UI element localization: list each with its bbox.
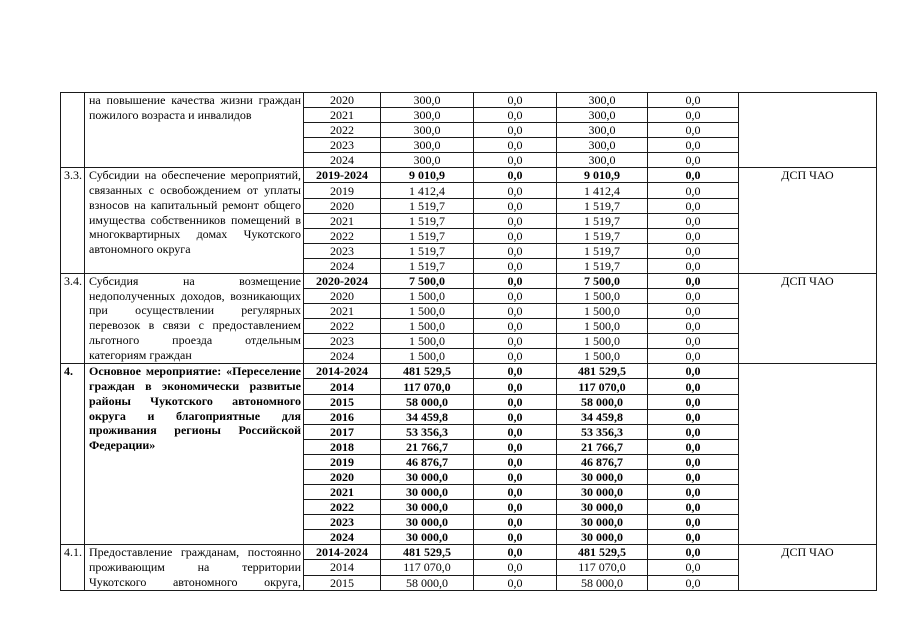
amount-cell-2: 0,0 bbox=[474, 530, 557, 545]
amount-cell-4: 0,0 bbox=[648, 560, 739, 575]
amount-cell-2: 0,0 bbox=[474, 334, 557, 349]
amount-cell-1: 53 356,3 bbox=[381, 424, 474, 439]
amount-cell-1: 30 000,0 bbox=[381, 515, 474, 530]
period-cell: 2024 bbox=[304, 349, 381, 364]
amount-cell-4: 0,0 bbox=[648, 364, 739, 379]
period-cell: 2017 bbox=[304, 424, 381, 439]
period-cell: 2019 bbox=[304, 454, 381, 469]
amount-cell-4: 0,0 bbox=[648, 138, 739, 153]
period-cell: 2014-2024 bbox=[304, 545, 381, 560]
item-description-cell bbox=[85, 168, 304, 274]
amount-cell-2: 0,0 bbox=[474, 108, 557, 123]
amount-cell-3: 300,0 bbox=[557, 93, 648, 108]
executor-name: ДСП ЧАО bbox=[781, 545, 834, 560]
amount-cell-3: 30 000,0 bbox=[557, 515, 648, 530]
amount-cell-3: 117 070,0 bbox=[557, 379, 648, 394]
period-cell: 2014 bbox=[304, 379, 381, 394]
amount-cell-1: 34 459,8 bbox=[381, 409, 474, 424]
amount-cell-3: 53 356,3 bbox=[557, 424, 648, 439]
amount-cell-4: 0,0 bbox=[648, 349, 739, 364]
period-cell: 2023 bbox=[304, 515, 381, 530]
table-row bbox=[61, 93, 877, 108]
description-line: недополученных доходов, возникающих bbox=[89, 288, 301, 303]
amount-cell-2: 0,0 bbox=[474, 575, 557, 590]
period-cell: 2015 bbox=[304, 394, 381, 409]
amount-cell-1: 30 000,0 bbox=[381, 500, 474, 515]
executor-cell bbox=[739, 168, 877, 274]
description-line: Субсидия на возмещение bbox=[89, 273, 301, 288]
amount-cell-2: 0,0 bbox=[474, 258, 557, 273]
item-number: 3.4. bbox=[64, 273, 82, 288]
amount-cell-4: 0,0 bbox=[648, 394, 739, 409]
amount-cell-4: 0,0 bbox=[648, 153, 739, 168]
amount-cell-1: 1 500,0 bbox=[381, 304, 474, 319]
amount-cell-3: 481 529,5 bbox=[557, 545, 648, 560]
amount-cell-4: 0,0 bbox=[648, 243, 739, 258]
description-line: перевозок в связи с предоставлением bbox=[89, 318, 301, 333]
description-line: при осуществлении регулярных bbox=[89, 303, 301, 318]
amount-cell-2: 0,0 bbox=[474, 379, 557, 394]
amount-cell-4: 0,0 bbox=[648, 168, 739, 183]
amount-cell-1: 481 529,5 bbox=[381, 364, 474, 379]
period-cell: 2023 bbox=[304, 334, 381, 349]
amount-cell-2: 0,0 bbox=[474, 319, 557, 334]
amount-cell-1: 21 766,7 bbox=[381, 439, 474, 454]
amount-cell-4: 0,0 bbox=[648, 228, 739, 243]
amount-cell-1: 30 000,0 bbox=[381, 485, 474, 500]
period-cell: 2020 bbox=[304, 469, 381, 484]
amount-cell-3: 1 500,0 bbox=[557, 334, 648, 349]
amount-cell-4: 0,0 bbox=[648, 258, 739, 273]
description-line: районы Чукотского автономного bbox=[89, 393, 301, 408]
description-line: льготного проезда отдельным bbox=[89, 332, 301, 347]
period-cell: 2024 bbox=[304, 258, 381, 273]
amount-cell-2: 0,0 bbox=[474, 183, 557, 198]
amount-cell-3: 7 500,0 bbox=[557, 273, 648, 288]
amount-cell-1: 300,0 bbox=[381, 153, 474, 168]
amount-cell-3: 9 010,9 bbox=[557, 168, 648, 183]
amount-cell-3: 1 500,0 bbox=[557, 289, 648, 304]
amount-cell-1: 300,0 bbox=[381, 93, 474, 108]
executor-cell bbox=[739, 93, 877, 168]
item-number: 4.1. bbox=[64, 545, 82, 560]
amount-cell-3: 58 000,0 bbox=[557, 394, 648, 409]
amount-cell-4: 0,0 bbox=[648, 93, 739, 108]
amount-cell-1: 7 500,0 bbox=[381, 273, 474, 288]
amount-cell-4: 0,0 bbox=[648, 500, 739, 515]
description-line: категориям граждан bbox=[89, 347, 192, 362]
description-line: имущества собственников помещений в bbox=[89, 212, 301, 227]
amount-cell-2: 0,0 bbox=[474, 213, 557, 228]
executor-name: ДСП ЧАО bbox=[781, 273, 834, 288]
amount-cell-4: 0,0 bbox=[648, 123, 739, 138]
amount-cell-4: 0,0 bbox=[648, 469, 739, 484]
period-cell: 2023 bbox=[304, 243, 381, 258]
budget-table bbox=[60, 92, 877, 591]
amount-cell-3: 1 519,7 bbox=[557, 243, 648, 258]
period-cell: 2021 bbox=[304, 304, 381, 319]
amount-cell-1: 30 000,0 bbox=[381, 530, 474, 545]
amount-cell-2: 0,0 bbox=[474, 273, 557, 288]
table-row bbox=[61, 545, 877, 560]
amount-cell-3: 1 519,7 bbox=[557, 213, 648, 228]
amount-cell-3: 300,0 bbox=[557, 153, 648, 168]
amount-cell-2: 0,0 bbox=[474, 439, 557, 454]
table-row bbox=[61, 364, 877, 379]
amount-cell-4: 0,0 bbox=[648, 545, 739, 560]
amount-cell-2: 0,0 bbox=[474, 349, 557, 364]
amount-cell-1: 117 070,0 bbox=[381, 379, 474, 394]
amount-cell-1: 1 519,7 bbox=[381, 228, 474, 243]
period-cell: 2022 bbox=[304, 228, 381, 243]
description-line: граждан в экономически развитые bbox=[89, 379, 301, 394]
description-line: взносов на капитальный ремонт общего bbox=[89, 197, 301, 212]
amount-cell-3: 300,0 bbox=[557, 108, 648, 123]
amount-cell-1: 1 519,7 bbox=[381, 213, 474, 228]
description-line: Субсидии на обеспечение мероприятий, bbox=[89, 168, 301, 183]
amount-cell-4: 0,0 bbox=[648, 334, 739, 349]
amount-cell-4: 0,0 bbox=[648, 108, 739, 123]
amount-cell-3: 1 500,0 bbox=[557, 304, 648, 319]
period-cell: 2020 bbox=[304, 289, 381, 304]
amount-cell-3: 30 000,0 bbox=[557, 469, 648, 484]
description-line: Федерации» bbox=[89, 438, 156, 453]
amount-cell-3: 1 519,7 bbox=[557, 228, 648, 243]
period-cell: 2021 bbox=[304, 213, 381, 228]
amount-cell-1: 58 000,0 bbox=[381, 575, 474, 590]
amount-cell-2: 0,0 bbox=[474, 228, 557, 243]
amount-cell-2: 0,0 bbox=[474, 289, 557, 304]
amount-cell-3: 481 529,5 bbox=[557, 364, 648, 379]
item-description-cell bbox=[85, 273, 304, 363]
amount-cell-2: 0,0 bbox=[474, 500, 557, 515]
amount-cell-4: 0,0 bbox=[648, 454, 739, 469]
amount-cell-2: 0,0 bbox=[474, 168, 557, 183]
item-number-cell bbox=[61, 364, 85, 545]
table-row bbox=[61, 168, 877, 183]
item-number: 4. bbox=[64, 364, 73, 379]
period-cell: 2014 bbox=[304, 560, 381, 575]
amount-cell-1: 1 519,7 bbox=[381, 198, 474, 213]
amount-cell-4: 0,0 bbox=[648, 530, 739, 545]
amount-cell-4: 0,0 bbox=[648, 575, 739, 590]
amount-cell-4: 0,0 bbox=[648, 424, 739, 439]
amount-cell-3: 1 500,0 bbox=[557, 319, 648, 334]
period-cell: 2020 bbox=[304, 93, 381, 108]
amount-cell-3: 300,0 bbox=[557, 123, 648, 138]
description-line: на повышение качества жизни граждан bbox=[89, 93, 301, 107]
amount-cell-3: 1 500,0 bbox=[557, 349, 648, 364]
amount-cell-2: 0,0 bbox=[474, 454, 557, 469]
description-line: Основное мероприятие: «Переселение bbox=[89, 364, 301, 379]
amount-cell-1: 1 412,4 bbox=[381, 183, 474, 198]
amount-cell-1: 300,0 bbox=[381, 108, 474, 123]
period-cell: 2019-2024 bbox=[304, 168, 381, 183]
period-cell: 2014-2024 bbox=[304, 364, 381, 379]
amount-cell-4: 0,0 bbox=[648, 213, 739, 228]
amount-cell-1: 1 519,7 bbox=[381, 243, 474, 258]
amount-cell-2: 0,0 bbox=[474, 515, 557, 530]
period-cell: 2024 bbox=[304, 153, 381, 168]
amount-cell-4: 0,0 bbox=[648, 289, 739, 304]
table-body bbox=[61, 93, 877, 591]
amount-cell-3: 1 519,7 bbox=[557, 198, 648, 213]
amount-cell-4: 0,0 bbox=[648, 319, 739, 334]
amount-cell-3: 58 000,0 bbox=[557, 575, 648, 590]
period-cell: 2023 bbox=[304, 138, 381, 153]
amount-cell-2: 0,0 bbox=[474, 123, 557, 138]
amount-cell-4: 0,0 bbox=[648, 183, 739, 198]
description-line: автономного округа bbox=[89, 242, 191, 257]
amount-cell-2: 0,0 bbox=[474, 198, 557, 213]
amount-cell-4: 0,0 bbox=[648, 439, 739, 454]
amount-cell-1: 117 070,0 bbox=[381, 560, 474, 575]
amount-cell-4: 0,0 bbox=[648, 304, 739, 319]
period-cell: 2020 bbox=[304, 198, 381, 213]
period-cell: 2015 bbox=[304, 575, 381, 590]
amount-cell-2: 0,0 bbox=[474, 409, 557, 424]
executor-name: ДСП ЧАО bbox=[781, 168, 834, 183]
period-cell: 2018 bbox=[304, 439, 381, 454]
item-description-cell bbox=[85, 545, 304, 590]
amount-cell-4: 0,0 bbox=[648, 198, 739, 213]
amount-cell-3: 1 519,7 bbox=[557, 258, 648, 273]
amount-cell-3: 30 000,0 bbox=[557, 485, 648, 500]
amount-cell-3: 30 000,0 bbox=[557, 530, 648, 545]
amount-cell-1: 481 529,5 bbox=[381, 545, 474, 560]
period-cell: 2020-2024 bbox=[304, 273, 381, 288]
item-number-cell bbox=[61, 168, 85, 274]
item-number-cell bbox=[61, 545, 85, 590]
amount-cell-2: 0,0 bbox=[474, 424, 557, 439]
amount-cell-2: 0,0 bbox=[474, 394, 557, 409]
amount-cell-1: 46 876,7 bbox=[381, 454, 474, 469]
period-cell: 2022 bbox=[304, 123, 381, 138]
period-cell: 2016 bbox=[304, 409, 381, 424]
period-cell: 2022 bbox=[304, 500, 381, 515]
description-line: проживания регионы Российской bbox=[89, 423, 301, 438]
amount-cell-2: 0,0 bbox=[474, 153, 557, 168]
amount-cell-2: 0,0 bbox=[474, 93, 557, 108]
description-line: пожилого возраста и инвалидов bbox=[89, 107, 252, 122]
amount-cell-1: 300,0 bbox=[381, 123, 474, 138]
description-line: проживающим на территории bbox=[89, 560, 301, 575]
period-cell: 2021 bbox=[304, 485, 381, 500]
amount-cell-2: 0,0 bbox=[474, 469, 557, 484]
executor-cell bbox=[739, 364, 877, 545]
amount-cell-1: 1 500,0 bbox=[381, 319, 474, 334]
amount-cell-3: 1 412,4 bbox=[557, 183, 648, 198]
item-number-cell bbox=[61, 273, 85, 363]
amount-cell-3: 300,0 bbox=[557, 138, 648, 153]
amount-cell-1: 1 500,0 bbox=[381, 289, 474, 304]
amount-cell-3: 30 000,0 bbox=[557, 500, 648, 515]
amount-cell-1: 1 500,0 bbox=[381, 349, 474, 364]
executor-cell bbox=[739, 273, 877, 363]
amount-cell-1: 58 000,0 bbox=[381, 394, 474, 409]
amount-cell-4: 0,0 bbox=[648, 379, 739, 394]
amount-cell-2: 0,0 bbox=[474, 545, 557, 560]
description-line: Предоставление гражданам, постоянно bbox=[89, 545, 301, 560]
table-row bbox=[61, 273, 877, 288]
amount-cell-3: 21 766,7 bbox=[557, 439, 648, 454]
period-cell: 2024 bbox=[304, 530, 381, 545]
amount-cell-2: 0,0 bbox=[474, 138, 557, 153]
period-cell: 2019 bbox=[304, 183, 381, 198]
item-description-cell bbox=[85, 364, 304, 545]
amount-cell-3: 117 070,0 bbox=[557, 560, 648, 575]
amount-cell-3: 46 876,7 bbox=[557, 454, 648, 469]
amount-cell-3: 34 459,8 bbox=[557, 409, 648, 424]
description-line: округа и благоприятные для bbox=[89, 408, 301, 423]
amount-cell-4: 0,0 bbox=[648, 485, 739, 500]
amount-cell-1: 9 010,9 bbox=[381, 168, 474, 183]
period-cell: 2021 bbox=[304, 108, 381, 123]
amount-cell-4: 0,0 bbox=[648, 515, 739, 530]
description-line: Чукотского автономного округа, bbox=[89, 574, 301, 589]
item-number-cell bbox=[61, 93, 85, 168]
description-line: связанных с освобождением от уплаты bbox=[89, 183, 301, 198]
amount-cell-4: 0,0 bbox=[648, 273, 739, 288]
amount-cell-1: 300,0 bbox=[381, 138, 474, 153]
item-number: 3.3. bbox=[64, 168, 82, 183]
amount-cell-1: 30 000,0 bbox=[381, 469, 474, 484]
item-description-cell bbox=[85, 93, 304, 168]
amount-cell-1: 1 519,7 bbox=[381, 258, 474, 273]
amount-cell-1: 1 500,0 bbox=[381, 334, 474, 349]
executor-cell bbox=[739, 545, 877, 590]
period-cell: 2022 bbox=[304, 319, 381, 334]
amount-cell-2: 0,0 bbox=[474, 243, 557, 258]
amount-cell-4: 0,0 bbox=[648, 409, 739, 424]
description-line: многоквартирных домах Чукотского bbox=[89, 227, 301, 242]
amount-cell-2: 0,0 bbox=[474, 485, 557, 500]
amount-cell-2: 0,0 bbox=[474, 364, 557, 379]
amount-cell-2: 0,0 bbox=[474, 560, 557, 575]
amount-cell-2: 0,0 bbox=[474, 304, 557, 319]
